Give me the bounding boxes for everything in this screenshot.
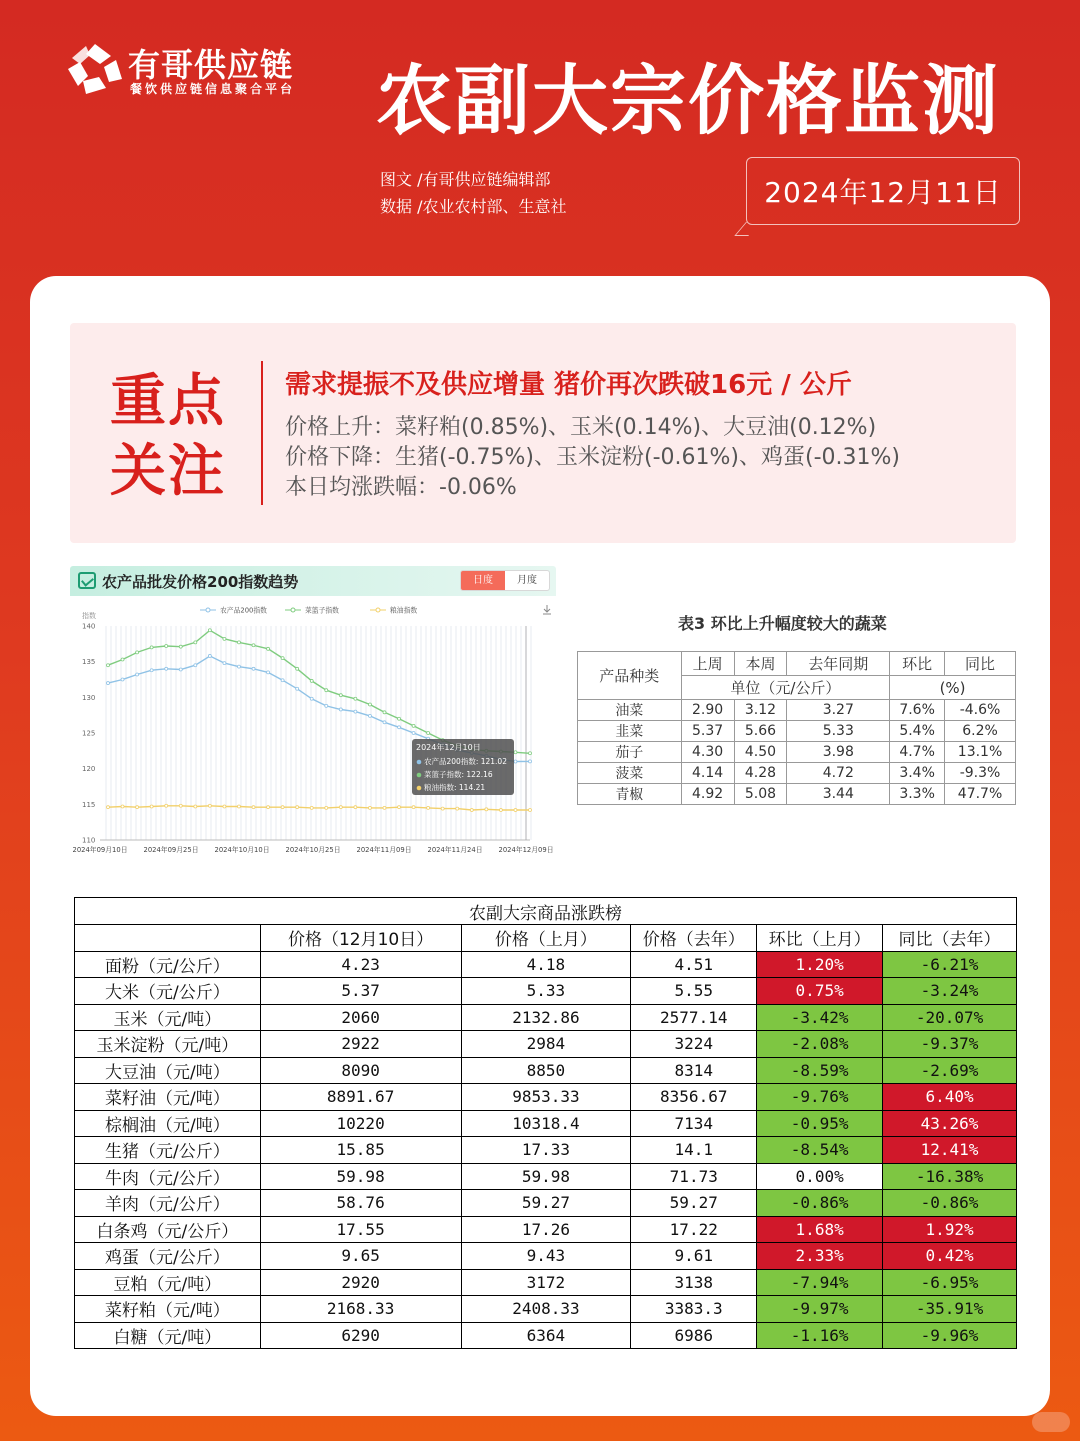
ranking-cell-yoy: 12.41% — [883, 1137, 1017, 1164]
series-point — [237, 665, 240, 668]
series-point — [150, 669, 153, 672]
series-point — [223, 662, 226, 665]
ranking-cell-last-month: 59.98 — [461, 1163, 631, 1190]
series-point — [325, 704, 328, 707]
ranking-cell-mom: 2.33% — [757, 1243, 883, 1270]
ranking-cell-name: 菜籽油（元/吨） — [75, 1084, 261, 1111]
ranking-cell-yoy: 1.92% — [883, 1216, 1017, 1243]
table3-cell-name: 青椒 — [578, 784, 682, 805]
series-point — [150, 646, 153, 649]
series-point — [310, 806, 313, 809]
ranking-cell-now: 2922 — [260, 1031, 461, 1058]
ranking-cell-yoy: -35.91% — [883, 1296, 1017, 1323]
y-tick-label: 125 — [82, 729, 96, 738]
series-point — [179, 668, 182, 671]
series-point — [223, 637, 226, 640]
ranking-cell-mom: -9.76% — [757, 1084, 883, 1111]
series-point — [136, 806, 139, 809]
ranking-cell-name: 牛肉（元/公斤） — [75, 1163, 261, 1190]
ranking-cell-now: 2168.33 — [260, 1296, 461, 1323]
ranking-cell-mom: -9.97% — [757, 1296, 883, 1323]
ranking-cell-now: 2920 — [260, 1269, 461, 1296]
watermark — [1032, 1412, 1070, 1432]
table3-col-yoy: 同比 — [945, 652, 1016, 676]
table3-cell-this-week: 4.50 — [734, 742, 787, 763]
table3-cell-yoy: -9.3% — [945, 763, 1016, 784]
series-point — [179, 804, 182, 807]
ranking-cell-now: 4.23 — [260, 951, 461, 978]
ranking-cell-last-month: 5.33 — [461, 978, 631, 1005]
series-point — [368, 703, 371, 706]
ranking-cell-last-year: 8314 — [631, 1057, 757, 1084]
ranking-cell-last-month: 2408.33 — [461, 1296, 631, 1323]
series-point — [252, 667, 255, 670]
ranking-table — [74, 897, 1017, 1349]
ranking-col-name — [75, 925, 261, 952]
series-point — [194, 664, 197, 667]
series-point — [281, 806, 284, 809]
table3-title: 表3 环比上升幅度较大的蔬菜 — [678, 614, 887, 633]
focus-tag-line2: 关注 — [110, 439, 226, 504]
series-point — [267, 671, 270, 674]
ranking-cell-now: 2060 — [260, 1004, 461, 1031]
ranking-cell-yoy: 43.26% — [883, 1110, 1017, 1137]
tooltip-line3: 粮油指数: 114.21 — [424, 783, 486, 792]
table3-cell-name: 油菜 — [578, 700, 682, 721]
table3-cell-last-year: 4.72 — [787, 763, 890, 784]
ranking-cell-last-month: 10318.4 — [461, 1110, 631, 1137]
series-point — [281, 679, 284, 682]
table3-unit-pct: (%) — [890, 676, 1016, 700]
series-point — [121, 805, 124, 808]
ranking-cell-yoy: -16.38% — [883, 1163, 1017, 1190]
vegetable-table — [577, 651, 1016, 805]
ranking-row — [75, 1084, 1017, 1111]
series-point — [339, 708, 342, 711]
focus-divider — [261, 361, 263, 505]
average-line: 本日均涨跌幅：-0.06% — [285, 475, 517, 500]
series-point — [267, 647, 270, 650]
y-tick-label: 120 — [82, 765, 96, 774]
series-point — [383, 721, 386, 724]
ranking-col-mom: 环比（上月） — [757, 925, 883, 952]
ranking-row — [75, 1322, 1017, 1349]
download-icon[interactable] — [543, 605, 551, 614]
series-point — [398, 717, 401, 720]
ranking-cell-now: 58.76 — [260, 1190, 461, 1217]
series-point — [296, 667, 299, 670]
ranking-cell-last-month: 4.18 — [461, 951, 631, 978]
table3-cell-last-year: 3.98 — [787, 742, 890, 763]
ranking-cell-name: 玉米（元/吨） — [75, 1004, 261, 1031]
ranking-cell-mom: -7.94% — [757, 1269, 883, 1296]
page-title: 农副大宗价格监测 — [376, 56, 1000, 145]
ranking-cell-mom: -3.42% — [757, 1004, 883, 1031]
table3-row — [578, 784, 1016, 805]
table3-cell-yoy: 6.2% — [945, 721, 1016, 742]
ranking-cell-mom: -8.59% — [757, 1057, 883, 1084]
ranking-cell-yoy: -9.96% — [883, 1322, 1017, 1349]
chart-tooltip — [412, 739, 514, 795]
y-tick-label: 130 — [82, 693, 96, 702]
ranking-row — [75, 1190, 1017, 1217]
y-tick-label: 135 — [82, 658, 96, 667]
ranking-cell-name: 羊肉（元/公斤） — [75, 1190, 261, 1217]
series-point — [194, 805, 197, 808]
series-point — [296, 806, 299, 809]
ranking-cell-name: 白糖（元/吨） — [75, 1322, 261, 1349]
ranking-cell-now: 8891.67 — [260, 1084, 461, 1111]
chart-title: 农产品批发价格200指数趋势 — [102, 573, 299, 591]
date-badge-tail — [734, 222, 760, 236]
ranking-header — [75, 925, 1017, 952]
brand-name: 有哥供应链 — [128, 46, 294, 84]
series-point — [296, 687, 299, 690]
ranking-cell-yoy: -3.24% — [883, 978, 1017, 1005]
series-point — [499, 809, 502, 812]
ranking-cell-now: 5.37 — [260, 978, 461, 1005]
y-tick-label: 110 — [82, 836, 96, 845]
ranking-cell-last-year: 7134 — [631, 1110, 757, 1137]
ranking-cell-mom: -0.95% — [757, 1110, 883, 1137]
series-point — [354, 710, 357, 713]
series-point — [514, 760, 517, 763]
content-card — [30, 276, 1050, 1416]
series-point — [165, 644, 168, 647]
ranking-cell-now: 59.98 — [260, 1163, 461, 1190]
ranking-cell-name: 棕榈油（元/吨） — [75, 1110, 261, 1137]
ranking-col-last-month: 价格（上月） — [461, 925, 631, 952]
ranking-cell-last-year: 17.22 — [631, 1216, 757, 1243]
table3-col-category: 产品种类 — [578, 652, 682, 700]
series-point — [485, 808, 488, 811]
table3-cell-last-week: 4.30 — [681, 742, 734, 763]
series-point — [165, 667, 168, 670]
ranking-cell-yoy: 6.40% — [883, 1084, 1017, 1111]
ranking-title: 农副大宗商品涨跌榜 — [75, 898, 1017, 925]
series-point — [368, 806, 371, 809]
table3-unit-price: 单位（元/公斤） — [681, 676, 890, 700]
table3-cell-last-week: 4.14 — [681, 763, 734, 784]
table3-cell-last-year: 5.33 — [787, 721, 890, 742]
ranking-cell-last-month: 17.26 — [461, 1216, 631, 1243]
y-tick-label: 115 — [82, 800, 96, 809]
ranking-cell-mom: -0.86% — [757, 1190, 883, 1217]
ranking-cell-now: 8090 — [260, 1057, 461, 1084]
legend-label: 菜篮子指数 — [305, 606, 339, 615]
ranking-row — [75, 1004, 1017, 1031]
ranking-cell-mom: -8.54% — [757, 1137, 883, 1164]
table3-cell-last-year: 3.27 — [787, 700, 890, 721]
series-point — [339, 694, 342, 697]
ranking-cell-mom: 1.20% — [757, 951, 883, 978]
focus-details — [285, 413, 900, 503]
series-point — [412, 806, 415, 809]
ranking-row — [75, 1243, 1017, 1270]
ranking-cell-now: 9.65 — [260, 1243, 461, 1270]
table3-cell-name: 菠菜 — [578, 763, 682, 784]
series-point — [165, 804, 168, 807]
credit-data: 数据 /农业农村部、生意社 — [380, 197, 567, 216]
series-point — [383, 806, 386, 809]
series-point — [267, 806, 270, 809]
series-point — [325, 689, 328, 692]
series-point — [208, 654, 211, 657]
ranking-row — [75, 978, 1017, 1005]
ranking-row — [75, 1057, 1017, 1084]
table3-cell-name: 韭菜 — [578, 721, 682, 742]
table3-cell-yoy: 47.7% — [945, 784, 1016, 805]
ranking-cell-name: 菜籽粕（元/吨） — [75, 1296, 261, 1323]
index-line-chart — [70, 596, 556, 862]
series-point — [107, 682, 110, 685]
y-tick-label: 140 — [82, 622, 96, 631]
price-up-line: 价格上升：菜籽粕(0.85%)、玉米(0.14%)、大豆油(0.12%) — [285, 415, 877, 440]
ranking-cell-now: 17.55 — [260, 1216, 461, 1243]
table3-cell-last-week: 2.90 — [681, 700, 734, 721]
table3-cell-this-week: 4.28 — [734, 763, 787, 784]
ranking-row — [75, 1110, 1017, 1137]
table3-cell-this-week: 3.12 — [734, 700, 787, 721]
table3-cell-this-week: 5.08 — [734, 784, 787, 805]
series-point — [252, 644, 255, 647]
ranking-cell-mom: 0.00% — [757, 1163, 883, 1190]
ranking-row — [75, 1163, 1017, 1190]
x-tick-label: 2024年10月10日 — [214, 846, 270, 854]
ranking-cell-name: 豆粕（元/吨） — [75, 1269, 261, 1296]
series-point — [121, 658, 124, 661]
ranking-cell-now: 10220 — [260, 1110, 461, 1137]
ranking-cell-mom: -2.08% — [757, 1031, 883, 1058]
table3-cell-yoy: 13.1% — [945, 742, 1016, 763]
series-point — [354, 806, 357, 809]
ranking-row — [75, 951, 1017, 978]
ranking-cell-last-month: 6364 — [461, 1322, 631, 1349]
x-tick-label: 2024年11月24日 — [427, 846, 483, 854]
series-point — [107, 806, 110, 809]
ranking-cell-yoy: -0.86% — [883, 1190, 1017, 1217]
chart-ylabel: 指数 — [82, 612, 96, 620]
chart-header — [70, 566, 556, 596]
series-point — [427, 806, 430, 809]
ranking-cell-name: 白条鸡（元/公斤） — [75, 1216, 261, 1243]
series-point — [310, 679, 313, 682]
ranking-cell-last-month: 8850 — [461, 1057, 631, 1084]
ranking-cell-last-year: 14.1 — [631, 1137, 757, 1164]
tab-monthly[interactable]: 月度 — [517, 575, 537, 586]
chart-plot-area — [73, 623, 554, 855]
ranking-col-now: 价格（12月10日） — [260, 925, 461, 952]
ranking-cell-last-year: 59.27 — [631, 1190, 757, 1217]
series-point — [223, 805, 226, 808]
series-point — [398, 806, 401, 809]
ranking-cell-last-month: 3172 — [461, 1269, 631, 1296]
chart-period-tabs — [460, 570, 550, 591]
ranking-cell-mom: 0.75% — [757, 978, 883, 1005]
x-tick-label: 2024年11月09日 — [356, 846, 412, 854]
tab-daily[interactable]: 日度 — [461, 571, 505, 590]
ranking-row — [75, 1216, 1017, 1243]
ranking-cell-mom: -1.16% — [757, 1322, 883, 1349]
table3-col-last-year: 去年同期 — [787, 652, 890, 676]
table3-row — [578, 742, 1016, 763]
table3-cell-last-week: 4.92 — [681, 784, 734, 805]
ranking-row — [75, 1137, 1017, 1164]
ranking-col-yoy: 同比（去年） — [883, 925, 1017, 952]
ranking-cell-last-year: 5.55 — [631, 978, 757, 1005]
ranking-cell-yoy: 0.42% — [883, 1243, 1017, 1270]
date-badge: 2024年12月11日 — [746, 157, 1020, 225]
series-point — [136, 673, 139, 676]
ranking-cell-now: 15.85 — [260, 1137, 461, 1164]
series-point — [427, 732, 430, 735]
table3-cell-mom: 3.4% — [890, 763, 945, 784]
ranking-cell-mom: 1.68% — [757, 1216, 883, 1243]
table3-cell-last-year: 3.44 — [787, 784, 890, 805]
ranking-cell-last-month: 9.43 — [461, 1243, 631, 1270]
series-point — [470, 809, 473, 812]
series-point — [208, 629, 211, 632]
ranking-cell-name: 鸡蛋（元/公斤） — [75, 1243, 261, 1270]
ranking-cell-last-year: 3138 — [631, 1269, 757, 1296]
ranking-cell-last-year: 6986 — [631, 1322, 757, 1349]
ranking-col-last-year: 价格（去年） — [631, 925, 757, 952]
legend-marker — [206, 608, 210, 612]
series-point — [456, 807, 459, 810]
series-point — [398, 726, 401, 729]
series-point — [529, 752, 532, 755]
legend-label: 农产品200指数 — [220, 606, 267, 615]
series-point — [514, 751, 517, 754]
ranking-cell-yoy: -2.69% — [883, 1057, 1017, 1084]
ranking-cell-yoy: -20.07% — [883, 1004, 1017, 1031]
focus-headline: 需求提振不及供应增量 猪价再次跌破16元 / 公斤 — [285, 370, 852, 400]
focus-tag-line1: 重点 — [110, 369, 226, 434]
series-point — [237, 641, 240, 644]
table3-cell-last-week: 5.37 — [681, 721, 734, 742]
focus-tag — [110, 367, 230, 507]
series-point — [412, 724, 415, 727]
focus-box — [70, 323, 1016, 543]
table3-row — [578, 700, 1016, 721]
ranking-cell-last-month: 9853.33 — [461, 1084, 631, 1111]
credits — [380, 166, 566, 220]
brand-logo-icon — [66, 42, 124, 96]
table3-cell-name: 茄子 — [578, 742, 682, 763]
chart-legend — [200, 606, 417, 615]
index-chart-panel — [70, 566, 556, 862]
table3-row — [578, 721, 1016, 742]
ranking-cell-last-year: 4.51 — [631, 951, 757, 978]
ranking-cell-last-year: 9.61 — [631, 1243, 757, 1270]
credit-text: 图文 /有哥供应链编辑部 — [380, 170, 551, 189]
ranking-cell-name: 面粉（元/公斤） — [75, 951, 261, 978]
legend-marker — [376, 608, 380, 612]
legend-marker — [291, 608, 295, 612]
series-point — [208, 804, 211, 807]
ranking-cell-last-year: 71.73 — [631, 1163, 757, 1190]
price-down-line: 价格下降：生猪(-0.75%)、玉米淀粉(-0.61%)、鸡蛋(-0.31%) — [285, 445, 900, 470]
x-tick-label: 2024年09月25日 — [143, 846, 199, 854]
ranking-cell-name: 生猪（元/公斤） — [75, 1137, 261, 1164]
series-point — [339, 806, 342, 809]
ranking-cell-name: 大豆油（元/吨） — [75, 1057, 261, 1084]
series-point — [325, 806, 328, 809]
series-point — [354, 697, 357, 700]
ranking-cell-name: 玉米淀粉（元/吨） — [75, 1031, 261, 1058]
table3-col-this-week: 本周 — [734, 652, 787, 676]
series-point — [150, 805, 153, 808]
ranking-cell-yoy: -9.37% — [883, 1031, 1017, 1058]
table3-cell-this-week: 5.66 — [734, 721, 787, 742]
series-point — [107, 664, 110, 667]
series-point — [121, 678, 124, 681]
x-tick-label: 2024年09月10日 — [72, 846, 128, 854]
series-point — [441, 807, 444, 810]
table3-cell-mom: 5.4% — [890, 721, 945, 742]
tooltip-date: 2024年12月10日 — [416, 743, 481, 752]
ranking-cell-last-year: 3383.3 — [631, 1296, 757, 1323]
table3-col-mom: 环比 — [890, 652, 945, 676]
tooltip-line1: 农产品200指数: 121.02 — [424, 757, 507, 766]
ranking-cell-last-month: 59.27 — [461, 1190, 631, 1217]
tooltip-line2: 菜篮子指数: 122.16 — [424, 770, 493, 779]
table3-col-last-week: 上周 — [681, 652, 734, 676]
series-point — [194, 641, 197, 644]
brand-subtitle: 餐饮供应链信息聚合平台 — [130, 82, 296, 96]
legend-label: 粮油指数 — [390, 606, 418, 615]
chart-trend-icon — [78, 572, 96, 589]
ranking-cell-now: 6290 — [260, 1322, 461, 1349]
ranking-row — [75, 1031, 1017, 1058]
series-point — [529, 808, 532, 811]
series-point — [529, 760, 532, 763]
series-point — [310, 697, 313, 700]
table3-cell-yoy: -4.6% — [945, 700, 1016, 721]
ranking-cell-last-month: 2984 — [461, 1031, 631, 1058]
series-point — [252, 806, 255, 809]
series-point — [368, 714, 371, 717]
ranking-row — [75, 1269, 1017, 1296]
ranking-cell-last-month: 17.33 — [461, 1137, 631, 1164]
ranking-cell-yoy: -6.21% — [883, 951, 1017, 978]
series-point — [383, 711, 386, 714]
ranking-cell-last-year: 8356.67 — [631, 1084, 757, 1111]
table3-cell-mom: 4.7% — [890, 742, 945, 763]
table3-cell-mom: 3.3% — [890, 784, 945, 805]
ranking-cell-last-year: 3224 — [631, 1031, 757, 1058]
table3-row — [578, 763, 1016, 784]
series-point — [281, 657, 284, 660]
brand-logo — [66, 40, 326, 100]
table3-cell-mom: 7.6% — [890, 700, 945, 721]
ranking-row — [75, 1296, 1017, 1323]
ranking-cell-name: 大米（元/公斤） — [75, 978, 261, 1005]
series-point — [237, 805, 240, 808]
x-tick-label: 2024年10月25日 — [285, 846, 341, 854]
ranking-cell-last-month: 2132.86 — [461, 1004, 631, 1031]
ranking-cell-yoy: -6.95% — [883, 1269, 1017, 1296]
ranking-cell-last-year: 2577.14 — [631, 1004, 757, 1031]
table3-header — [578, 652, 1016, 676]
series-point — [179, 645, 182, 648]
series-point — [514, 809, 517, 812]
series-point — [136, 651, 139, 654]
series-point — [412, 732, 415, 735]
x-tick-label: 2024年12月09日 — [498, 846, 554, 854]
